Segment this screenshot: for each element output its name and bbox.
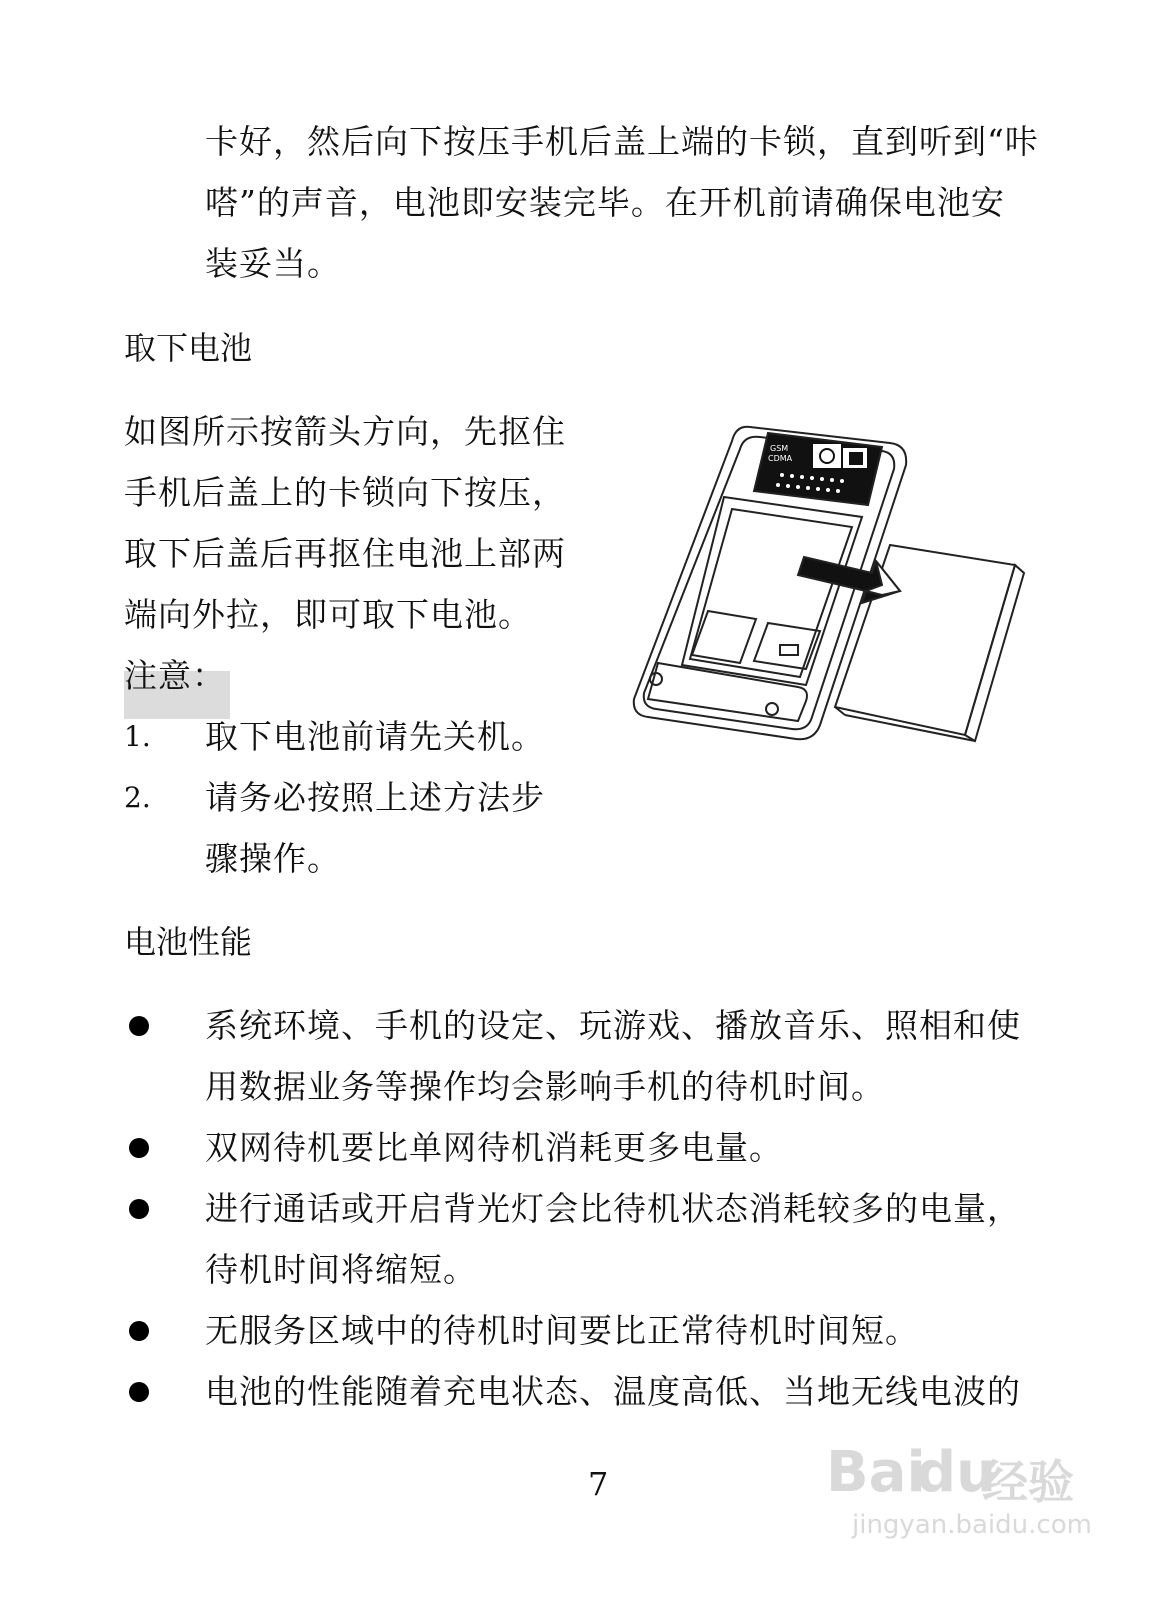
note-number-2: 2.	[124, 781, 151, 814]
bullet-3-line-1: 进行通话或开启背光灯会比待机状态消耗较多的电量，	[205, 1189, 1021, 1228]
watermark-logo-du: du	[916, 1440, 996, 1505]
intro-line-3: 装妥当。	[205, 244, 341, 283]
bullet-icon	[129, 1321, 149, 1341]
bullet-5-line-1: 电池的性能随着充电状态、温度高低、当地无线电波的	[205, 1372, 1021, 1411]
remove-battery-heading: 取下电池	[124, 329, 253, 367]
bullet-icon	[129, 1199, 149, 1219]
bullet-3-line-2: 待机时间将缩短。	[205, 1250, 477, 1289]
gsm-label: GSM	[770, 444, 789, 453]
intro-line-2: 嗒”的声音，电池即安装完毕。在开机前请确保电池安	[205, 183, 1005, 222]
watermark-logo-cn: 经验	[982, 1455, 1074, 1509]
notice-label: 注意：	[124, 656, 226, 695]
cdma-label: CDMA	[768, 454, 793, 463]
remove-line-3: 取下后盖后再抠住电池上部两	[124, 534, 566, 573]
page-number: 7	[588, 1465, 609, 1503]
battery-removal-illustration	[620, 415, 1040, 755]
remove-line-4: 端向外拉，即可取下电池。	[124, 595, 532, 634]
note-1-line-1: 取下电池前请先关机。	[205, 717, 545, 756]
bullet-4-line-1: 无服务区域中的待机时间要比正常待机时间短。	[205, 1311, 919, 1350]
remove-line-1: 如图所示按箭头方向，先抠住	[124, 412, 566, 451]
bullet-icon	[129, 1382, 149, 1402]
intro-line-1: 卡好，然后向下按压手机后盖上端的卡锁，直到听到“咔	[205, 122, 1039, 161]
watermark-logo: Bai	[826, 1440, 926, 1505]
remove-line-2: 手机后盖上的卡锁向下按压，	[124, 473, 566, 512]
bullet-icon	[129, 1016, 149, 1036]
battery-performance-heading: 电池性能	[124, 923, 253, 961]
bullet-2-line-1: 双网待机要比单网待机消耗更多电量。	[205, 1128, 783, 1167]
bullet-icon	[129, 1138, 149, 1158]
note-number-1: 1.	[124, 720, 151, 753]
note-2-line-2: 骤操作。	[205, 839, 341, 878]
note-2-line-1: 请务必按照上述方法步	[205, 778, 545, 817]
bullet-1-line-2: 用数据业务等操作均会影响手机的待机时间。	[205, 1067, 885, 1106]
watermark-url: jingyan.baidu.com	[852, 1510, 1092, 1540]
bullet-1-line-1: 系统环境、手机的设定、玩游戏、播放音乐、照相和使	[205, 1006, 1021, 1045]
